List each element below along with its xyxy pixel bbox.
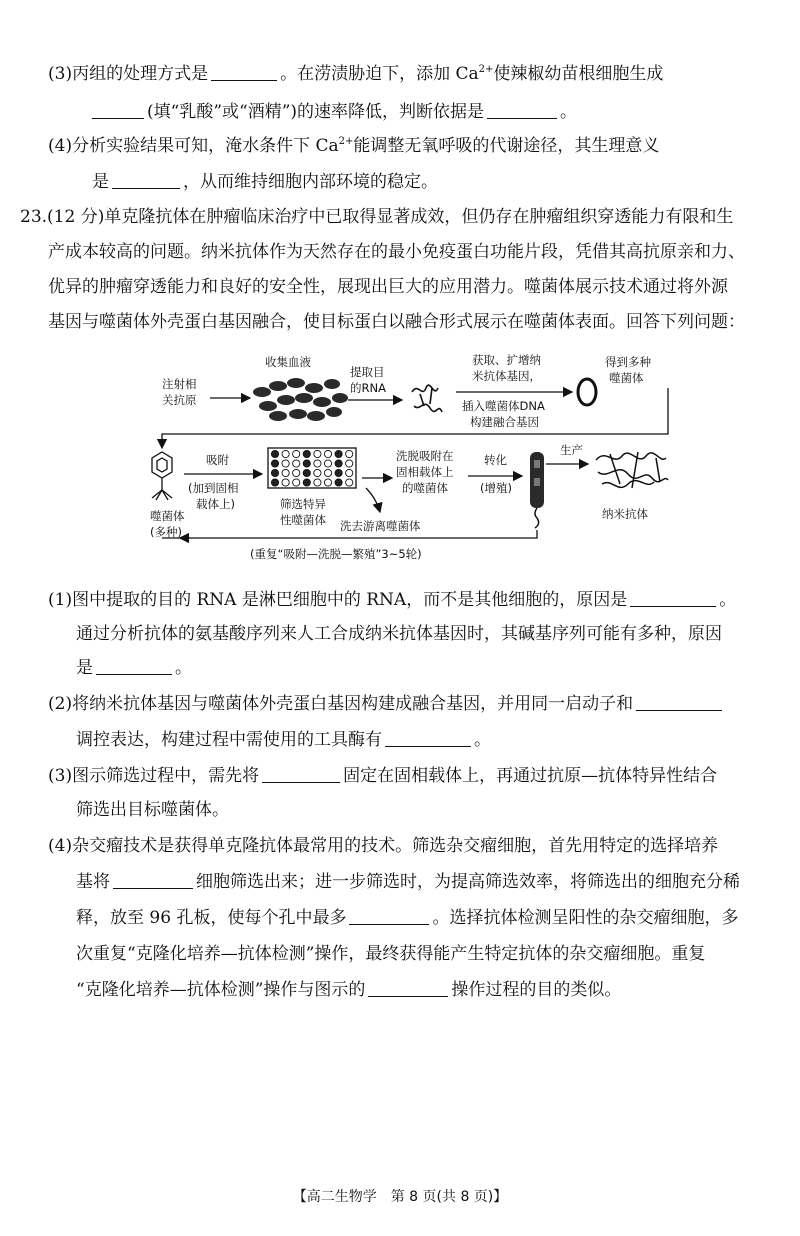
well <box>335 469 342 476</box>
label-adsorb: 吸附 <box>206 453 229 467</box>
well <box>282 460 289 467</box>
answer-blank[interactable] <box>368 980 448 997</box>
q23-p4-line3: 释，放至 96 孔板，使每个孔中最多 。选择抗体检测呈阳性的杂交瘤细胞，多 <box>76 908 739 928</box>
well <box>303 479 310 486</box>
answer-blank[interactable] <box>636 694 722 711</box>
q22-p4-line2: 是 ，从而维持细胞内部环境的稳定。 <box>92 172 438 192</box>
well <box>346 469 353 476</box>
q23-p1-line3: 是 。 <box>76 658 192 678</box>
well <box>303 469 310 476</box>
label-elute-2: 固相载体上 <box>396 465 454 479</box>
rna-strands-icon <box>412 385 442 412</box>
q23-p4-line2: 基将 细胞筛选出来；进一步筛选时，为提高筛选效率，将筛选出的细胞充分稀 <box>76 872 740 892</box>
bacterium-icon <box>530 452 544 528</box>
label-screen-1: 筛选特异 <box>280 497 326 511</box>
answer-blank[interactable] <box>96 658 172 675</box>
label-extract-2: 的RNA <box>350 381 386 395</box>
well <box>335 450 342 457</box>
answer-blank[interactable] <box>385 730 471 747</box>
q22-p3-line2: (填“乳酸”或“酒精”)的速率降低，判断依据是 。 <box>92 102 577 122</box>
nanobody-icon <box>596 452 668 488</box>
q23-p2-line2: 调控表达，构建过程中需使用的工具酶有 。 <box>76 730 491 750</box>
well <box>282 469 289 476</box>
well <box>282 450 289 457</box>
well <box>303 460 310 467</box>
label-insert-2: 构建融合基因 <box>470 415 539 429</box>
label-obtain-2: 米抗体基因， <box>472 369 541 383</box>
well <box>346 479 353 486</box>
well <box>314 450 321 457</box>
well <box>324 469 331 476</box>
q23-p2-line1: (2)将纳米抗体基因与噬菌体外壳蛋白基因构建成融合基因，并用同一启动子和 <box>48 694 725 714</box>
well <box>346 460 353 467</box>
label-insert-1: 插入噬菌体DNA <box>462 399 545 413</box>
q23-p4-line1: (4)杂交瘤技术是获得单克隆抗体最常用的技术。筛选杂交瘤细胞，首先用特定的选择培养 <box>48 836 719 856</box>
well <box>335 460 342 467</box>
q23-intro-line2: 产成本较高的问题。纳米抗体作为天然存在的最小免疫蛋白功能片段，凭借其高抗原亲和力、 <box>48 242 745 262</box>
q23-p4-line4: 次重复“克隆化培养—抗体检测”操作，最终获得能产生特定抗体的杂交瘤细胞。重复 <box>76 944 706 964</box>
label-wash: 洗去游离噬菌体 <box>340 519 421 533</box>
well <box>293 450 300 457</box>
well <box>303 450 310 457</box>
answer-blank[interactable] <box>92 102 144 119</box>
q23-p3-line1: (3)图示筛选过程中，需先将 固定在固相载体上，再通过抗原—抗体特异性结合 <box>48 766 718 786</box>
answer-blank[interactable] <box>630 590 716 607</box>
well <box>271 469 278 476</box>
label-adsorb-sub-1: (加到固相 <box>188 481 239 495</box>
well <box>271 450 278 457</box>
label-inject-2: 关抗原 <box>162 393 197 407</box>
well <box>314 469 321 476</box>
page-footer: 【高二生物学 第 8 页(共 8 页)】 <box>292 1189 508 1205</box>
answer-blank[interactable] <box>112 172 180 189</box>
well <box>293 460 300 467</box>
phage-display-diagram <box>150 348 700 570</box>
answer-blank[interactable] <box>113 872 193 889</box>
q23-p1-line2: 通过分析抗体的氨基酸序列来人工合成纳米抗体基因时，其碱基序列可能有多种，原因 <box>76 624 722 644</box>
arrow-wash <box>366 488 380 512</box>
label-inject-1: 注射相 <box>162 377 197 391</box>
answer-blank[interactable] <box>349 908 429 925</box>
label-phage-1: 噬菌体 <box>150 509 185 523</box>
label-collect: 收集血液 <box>265 355 311 369</box>
label-repeat: (重复“吸附—洗脱—繁殖”3~5轮) <box>250 547 422 561</box>
label-nano: 纳米抗体 <box>602 507 648 521</box>
label-transform: 转化 <box>484 453 507 467</box>
well <box>335 479 342 486</box>
label-obtain-1: 获取、扩增纳 <box>472 353 541 367</box>
label-adsorb-sub-2: 载体上) <box>196 497 235 511</box>
label-elute-1: 洗脱吸附在 <box>396 449 454 463</box>
q23-intro-line1: 23.(12 分)单克隆抗体在肿瘤临床治疗中已取得显著成效，但仍存在肿瘤组织穿透能力有限和生 <box>20 207 734 227</box>
q22-p3-line1: (3)丙组的处理方式是 。在涝渍胁迫下，添加 $Ca^{2+}$使辣椒幼苗根细胞生成 <box>48 64 664 84</box>
q23-p1-line1: (1)图中提取的目的 RNA 是淋巴细胞中的 RNA，而不是其他细胞的，原因是 。 <box>48 590 737 610</box>
label-elute-3: 的噬菌体 <box>402 481 448 495</box>
q23-p4-line5: “克隆化培养—抗体检测”操作与图示的 操作过程的目的类似。 <box>76 980 622 1000</box>
label-get-1: 得到多种 <box>605 355 651 369</box>
well <box>293 479 300 486</box>
blood-cells-icon <box>253 378 348 421</box>
answer-blank[interactable] <box>262 766 340 783</box>
well <box>314 460 321 467</box>
answer-blank[interactable] <box>211 64 277 81</box>
q22-p4-line1: (4)分析实验结果可知，淹水条件下 $Ca^{2+}$能调整无氧呼吸的代谢途径，其生理意义 <box>48 136 660 156</box>
well <box>271 479 278 486</box>
arrow-loop-down <box>162 388 668 448</box>
well <box>314 479 321 486</box>
well <box>346 450 353 457</box>
well <box>324 450 331 457</box>
well <box>293 469 300 476</box>
well <box>324 460 331 467</box>
label-screen-2: 性噬菌体 <box>280 513 326 527</box>
well-plate-icon <box>268 448 356 488</box>
phage-icon <box>152 452 172 500</box>
label-phage-2: (多种) <box>150 525 182 539</box>
label-extract-1: 提取目 <box>350 365 385 379</box>
q23-p3-line2: 筛选出目标噬菌体。 <box>76 800 229 820</box>
answer-blank[interactable] <box>487 102 557 119</box>
plasmid-icon <box>578 379 596 405</box>
q23-intro-line4: 基因与噬菌体外壳蛋白基因融合，使目标蛋白以融合形式展示在噬菌体表面。回答下列问题： <box>48 312 745 332</box>
label-proliferate: (增殖) <box>480 481 512 495</box>
well-plate-frame <box>268 448 356 488</box>
label-produce: 生产 <box>560 443 583 457</box>
label-get-2: 噬菌体 <box>609 371 644 385</box>
q23-intro-line3: 优异的肿瘤穿透能力和良好的安全性，展现出巨大的应用潜力。噬菌体展示技术通过将外源 <box>48 277 728 297</box>
well <box>282 479 289 486</box>
well <box>271 460 278 467</box>
well <box>324 479 331 486</box>
